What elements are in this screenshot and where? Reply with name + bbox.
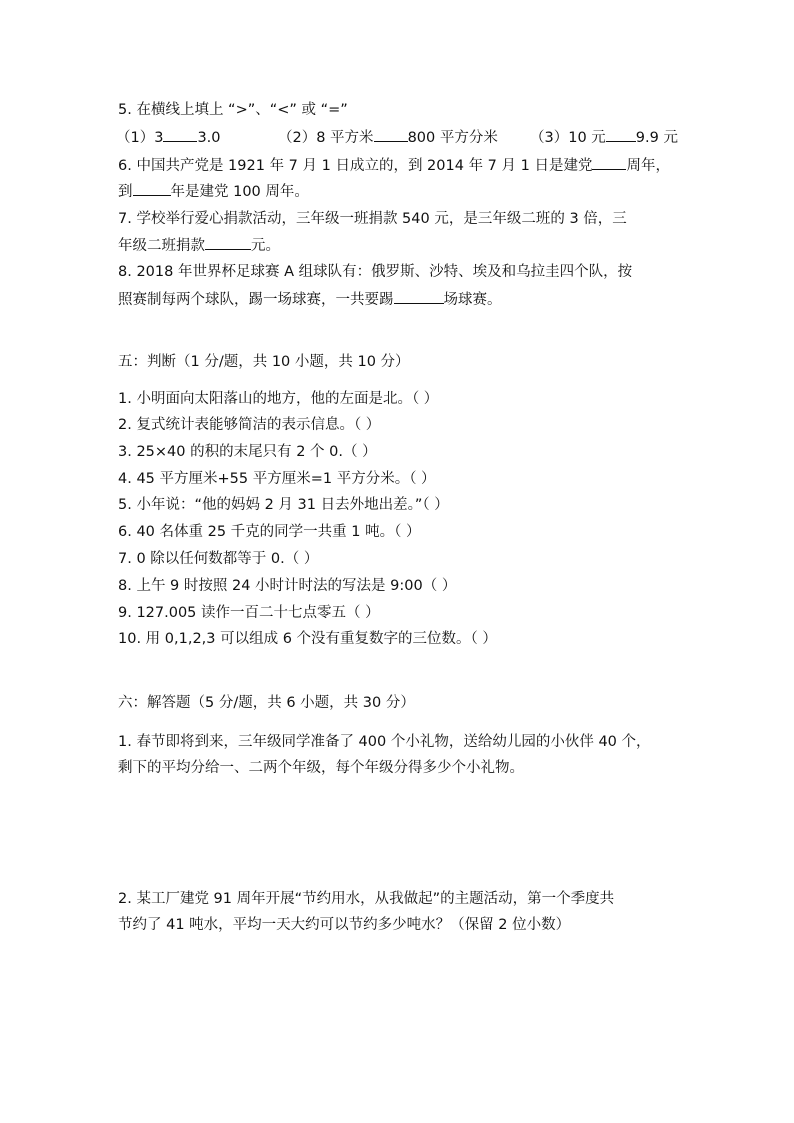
q5-part2 xyxy=(278,127,498,148)
solve-q1-line1: 1. 春节即将到来，三年级同学准备了 400 个小礼物，送给幼儿园的小伙伴 40 个， xyxy=(118,734,651,750)
judge-item-5: 5. 小年说：“他的妈妈 2 月 31 日去外地出差。”（ ） xyxy=(118,497,449,513)
q6-blank-2[interactable] xyxy=(133,181,171,196)
q6-blank-1[interactable] xyxy=(592,155,626,170)
q5-part2-left: （2）8 平方米 xyxy=(278,130,374,146)
q6-text-a: 6. 中国共产党是 1921 年 7 月 1 日成立的，到 2014 年 7 月 1 日是建党 xyxy=(118,158,593,174)
q7-line2 xyxy=(118,235,280,256)
q5-part3 xyxy=(530,127,678,148)
judge-item-1: 1. 小明面向太阳落山的地方，他的左面是北。（ ） xyxy=(118,391,439,407)
q8-line2 xyxy=(118,289,502,310)
q5-title: 5. 在横线上填上 “>”、“<” 或 “=” xyxy=(118,102,348,118)
solve-q2-line2: 节约了 41 吨水，平均一天大约可以节约多少吨水？（保留 2 位小数） xyxy=(118,917,571,933)
q6-text-c: 到 xyxy=(118,184,133,200)
judge-item-9: 9. 127.005 读作一百二十七点零五（ ） xyxy=(118,605,380,621)
judge-item-4: 4. 45 平方厘米+55 平方厘米=1 平方分米。（ ） xyxy=(118,471,436,487)
judge-item-7: 7. 0 除以任何数都等于 0.（ ） xyxy=(118,551,319,567)
q6-text-b: 周年， xyxy=(626,158,670,174)
q8-line1: 8. 2018 年世界杯足球赛 A 组球队有：俄罗斯、沙特、埃及和乌拉圭四个队，按 xyxy=(118,264,633,280)
q7-blank[interactable] xyxy=(205,235,251,250)
q8-text-b: 照赛制每两个球队，踢一场球赛，一共要踢 xyxy=(118,292,394,308)
q8-text-c: 场球赛。 xyxy=(443,292,502,308)
judge-item-3: 3. 25×40 的积的末尾只有 2 个 0.（ ） xyxy=(118,444,377,460)
solve-q2-line1: 2. 某工厂建党 91 周年开展“节约用水，从我做起”的主题活动，第一个季度共 xyxy=(118,891,615,907)
solve-q1-line2: 剩下的平均分给一、二两个年级，每个年级分得多少个小礼物。 xyxy=(118,760,524,776)
q7-line1: 7. 学校举行爱心捐款活动，三年级一班捐款 540 元，是三年级二班的 3 倍，三 xyxy=(118,211,627,227)
q5-part2-blank[interactable] xyxy=(374,127,408,142)
q5-part1-blank[interactable] xyxy=(163,127,197,142)
q7-text-b: 年级二班捐款 xyxy=(118,238,205,254)
q7-text-c: 元。 xyxy=(251,238,280,254)
q5-part1-left: （1）3 xyxy=(116,130,164,146)
q6-line2 xyxy=(118,181,309,202)
q6-text-d: 年是建党 100 周年。 xyxy=(170,184,309,200)
q5-part3-right: 9.9 元 xyxy=(635,130,678,146)
q5-part1-right: 3.0 xyxy=(197,130,221,146)
judge-item-2: 2. 复式统计表能够简洁的表示信息。（ ） xyxy=(118,417,381,433)
judge-section-title: 五：判断（1 分/题，共 10 小题，共 10 分） xyxy=(118,354,410,370)
q5-part3-blank[interactable] xyxy=(606,127,636,142)
solve-section-title: 六：解答题（5 分/题，共 6 小题，共 30 分） xyxy=(118,695,415,711)
q6-line1 xyxy=(118,155,670,176)
judge-item-8: 8. 上午 9 时按照 24 小时计时法的写法是 9:00（ ） xyxy=(118,578,457,594)
judge-item-10: 10. 用 0,1,2,3 可以组成 6 个没有重复数字的三位数。（ ） xyxy=(118,631,497,647)
q5-part2-right: 800 平方分米 xyxy=(407,130,498,146)
judge-item-6: 6. 40 名体重 25 千克的同学一共重 1 吨。（ ） xyxy=(118,524,421,540)
q5-part3-left: （3）10 元 xyxy=(530,130,606,146)
q8-blank[interactable] xyxy=(394,289,444,304)
